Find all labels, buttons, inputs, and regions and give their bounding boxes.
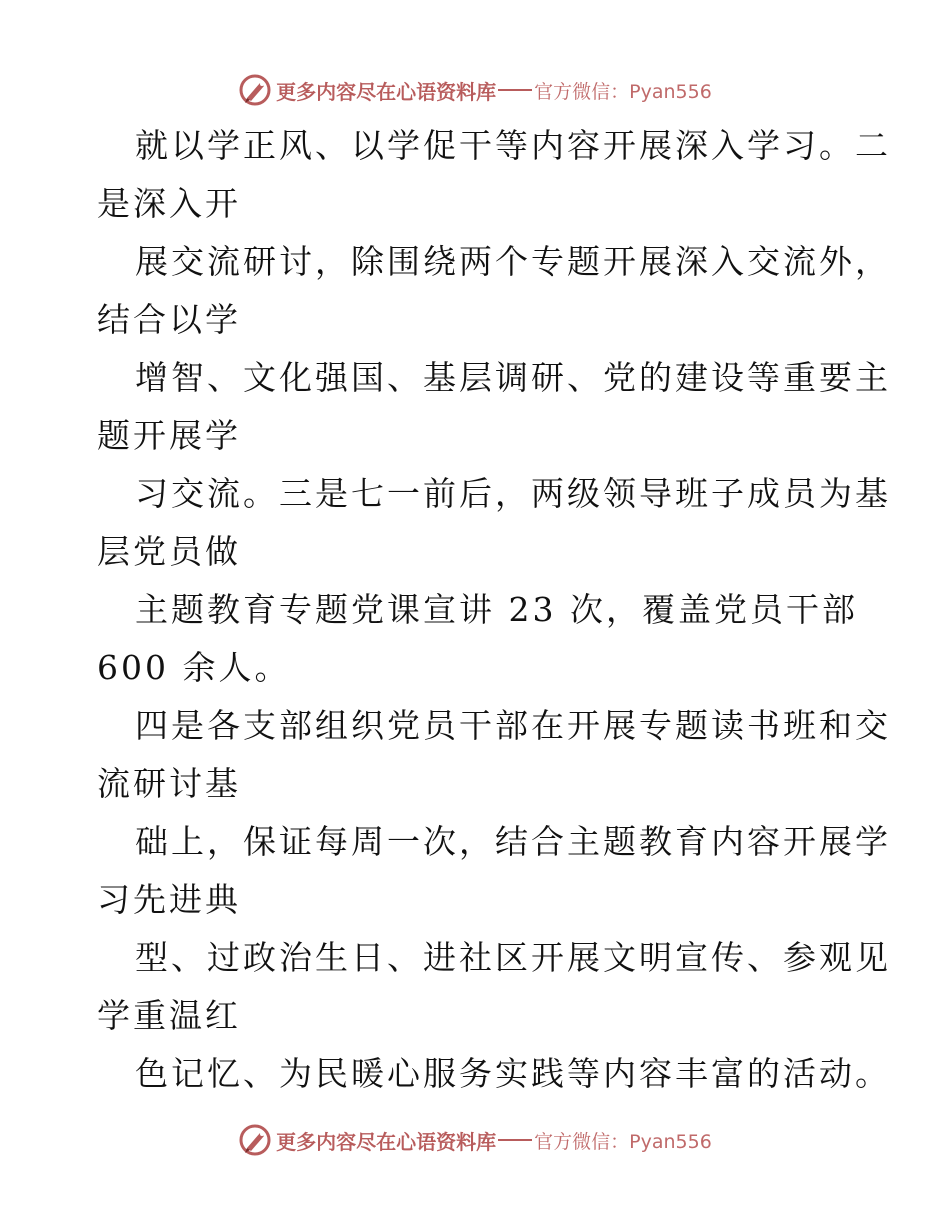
text-line: 层党员做 (97, 532, 241, 571)
text-line: 题开展学 (97, 416, 241, 455)
text-line: 主题教育专题党课宣讲 23 次，覆盖党员干部 (135, 590, 858, 629)
text-line: 增智、文化强国、基层调研、党的建设等重要主 (135, 358, 891, 397)
text-line: 流研讨基 (97, 764, 241, 803)
text-line: 展交流研讨，除围绕两个专题开展深入交流外， (135, 242, 891, 281)
text-line: 是深入开 (97, 184, 241, 223)
header-banner (0, 70, 950, 110)
header-wechat-text: 官方微信：Pyan556 (534, 80, 712, 103)
footer-banner (0, 1120, 950, 1160)
pen-logo-icon (238, 73, 272, 107)
text-line: 结合以学 (97, 300, 241, 339)
text-line: 习先进典 (97, 880, 241, 919)
text-line: 型、过政治生日、进社区开展文明宣传、参观见 (135, 938, 891, 977)
footer-wechat-text: 官方微信：Pyan556 (534, 1130, 712, 1153)
document-body (0, 118, 950, 1108)
footer-site-text: 更多内容尽在心语资料库 (276, 1129, 497, 1154)
header-dash (498, 89, 532, 91)
text-line: 学重温红 (97, 996, 241, 1035)
text-line: 色记忆、为民暖心服务实践等内容丰富的活动。 (135, 1054, 891, 1093)
text-line: 四是各支部组织党员干部在开展专题读书班和交 (135, 706, 891, 745)
text-line: 础上，保证每周一次，结合主题教育内容开展学 (135, 822, 891, 861)
header-site-text: 更多内容尽在心语资料库 (276, 79, 497, 104)
text-line: 就以学正风、以学促干等内容开展深入学习。二 (135, 126, 891, 165)
text-line: 600 余人。 (97, 648, 291, 687)
pen-logo-icon (238, 1123, 272, 1157)
footer-dash (498, 1139, 532, 1141)
text-line: 习交流。三是七一前后，两级领导班子成员为基 (135, 474, 891, 513)
